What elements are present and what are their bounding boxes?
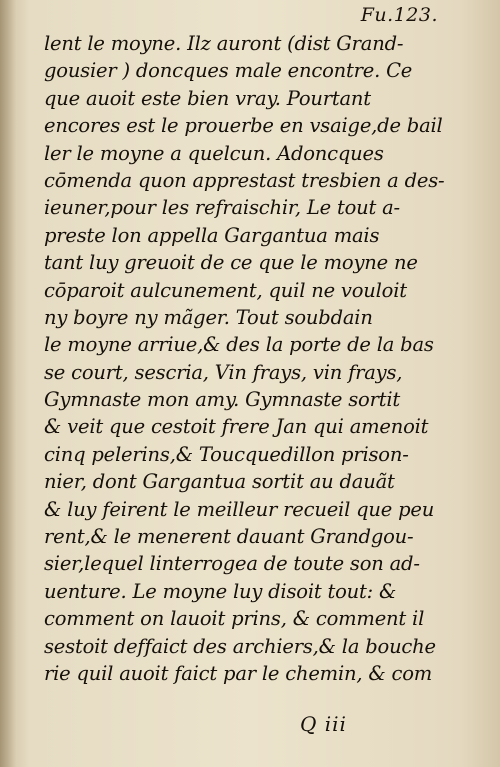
text-line: ny boyre ny mãger. Tout soubdain bbox=[44, 305, 373, 329]
text-line: comment on lauoit prins, & comment il bbox=[44, 607, 425, 631]
text-line: lent le moyne. Ilz auront (dist Grand- bbox=[44, 32, 404, 55]
text-line: nier, dont Gargantua sortit au dauãt bbox=[44, 470, 395, 494]
text-line: cinq pelerins,& Toucquedillon prison- bbox=[44, 442, 409, 466]
text-line: ler le moyne a quelcun. Adoncques bbox=[44, 141, 384, 165]
text-line: sestoit deffaict des archiers,& la bouche bbox=[44, 634, 436, 658]
text-line: se court, sescria, Vin frays, vin frays, bbox=[44, 360, 403, 384]
body-text bbox=[44, 30, 462, 687]
text-line: le moyne arriue,& des la porte de la bas bbox=[44, 333, 434, 357]
signature-mark: Q iii bbox=[300, 712, 347, 736]
text-line: encores est le prouerbe en vsaige,de bail bbox=[44, 114, 443, 138]
gutter-shadow bbox=[0, 0, 16, 767]
folio-number: Fu.123. bbox=[360, 4, 438, 26]
text-line: rie quil auoit faict par le chemin, & com bbox=[44, 661, 433, 685]
text-line: preste lon appella Gargantua mais bbox=[44, 223, 380, 247]
text-line: ieuner,pour les refraischir, Le tout a- bbox=[44, 196, 400, 220]
text-line: tant luy greuoit de ce que le moyne ne bbox=[44, 251, 418, 275]
text-line: & veit que cestoit frere Jan qui amenoit bbox=[44, 415, 429, 439]
text-line: sier,lequel linterrogea de toute son ad- bbox=[44, 552, 420, 576]
text-line: rent,& le menerent dauant Grandgou- bbox=[44, 525, 414, 549]
text-line: gousier ) doncques male encontre. Ce bbox=[44, 59, 413, 83]
text-line: Gymnaste mon amy. Gymnaste sortit bbox=[44, 388, 401, 412]
text-line: uenture. Le moyne luy disoit tout: & bbox=[44, 579, 397, 603]
text-line: cōmenda quon apprestast tresbien a des- bbox=[44, 168, 445, 192]
text-line: & luy feirent le meilleur recueil que peu bbox=[44, 497, 435, 521]
text-line: cōparoit aulcunement, quil ne vouloit bbox=[44, 278, 407, 302]
text-line: que auoit este bien vray. Pourtant bbox=[44, 86, 371, 110]
